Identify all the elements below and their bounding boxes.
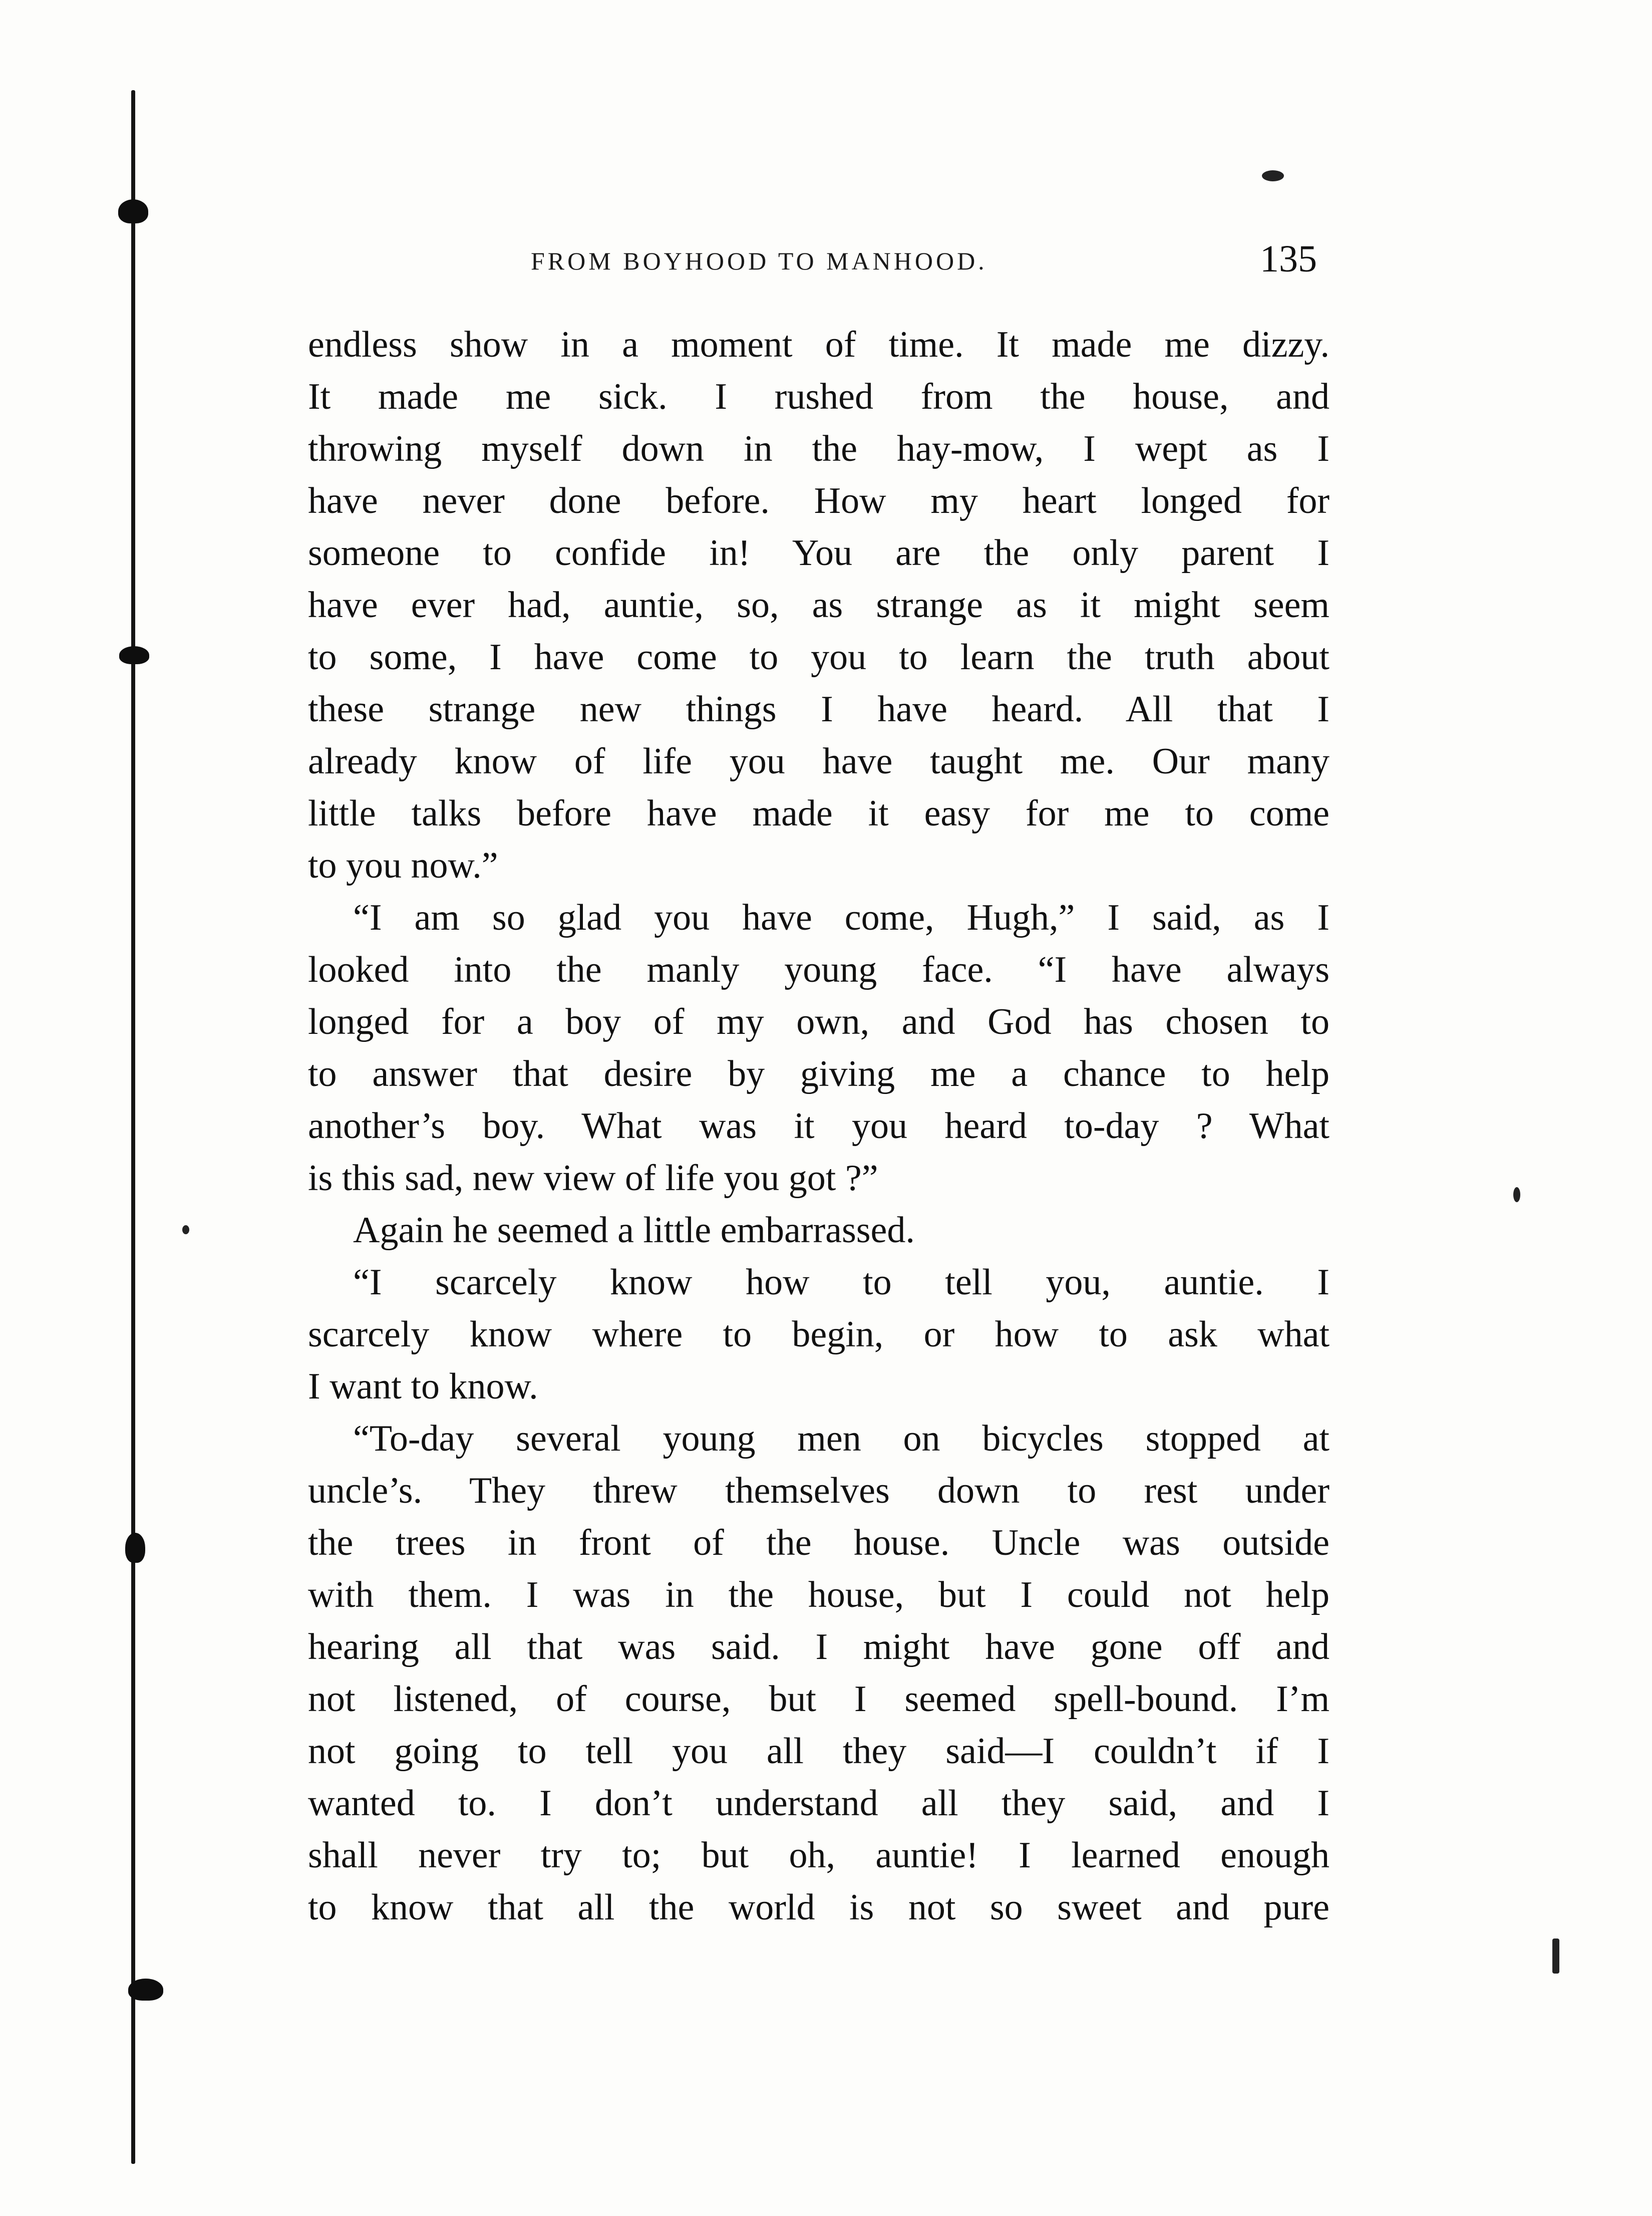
text-line: endless show in a moment of time. It made me dizzy. — [308, 324, 1330, 365]
text-line: have never done before. How my heart longed for — [308, 480, 1330, 521]
text-line: longed for a boy of my own, and God has chosen to — [308, 1001, 1330, 1042]
text-line: scarcely know where to begin, or how to ask what — [308, 1314, 1330, 1355]
text-line: someone to confide in! You are the only parent I — [308, 532, 1330, 574]
text-line: uncle’s. They threw themselves down to rest under — [308, 1470, 1330, 1511]
ink-speck — [182, 1225, 189, 1234]
text-line: It made me sick. I rushed from the house, and — [308, 376, 1330, 417]
text-line: have ever had, auntie, so, as strange as it might seem — [308, 585, 1330, 626]
binding-edge-line — [131, 90, 135, 2164]
text-line: little talks before have made it easy for me to come — [308, 793, 1330, 834]
running-head: FROM BOYHOOD TO MANHOOD. — [531, 247, 987, 275]
binding-mark — [128, 1979, 163, 2001]
text-line: already know of life you have taught me. Our many — [308, 741, 1330, 782]
text-line: shall never try to; but oh, auntie! I learned enough — [308, 1835, 1330, 1876]
binding-mark — [118, 199, 148, 223]
text-line: “I scarcely know how to tell you, auntie. I — [353, 1262, 1330, 1303]
text-line: not going to tell you all they said—I couldn’t if I — [308, 1731, 1330, 1772]
text-line: these strange new things I have heard. All that I — [308, 689, 1330, 730]
text-line: looked into the manly young face. “I have always — [308, 949, 1330, 990]
ink-speck — [1552, 1938, 1559, 1974]
text-line: the trees in front of the house. Uncle was outside — [308, 1522, 1330, 1563]
text-line: another’s boy. What was it you heard to-day ? What — [308, 1105, 1330, 1147]
body-text — [308, 319, 1330, 1933]
text-line: to know that all the world is not so sweet and pure — [308, 1887, 1330, 1928]
ink-speck — [1262, 170, 1284, 181]
text-line: with them. I was in the house, but I could not help — [308, 1574, 1330, 1615]
text-line: to you now.” — [308, 845, 498, 886]
binding-mark — [119, 646, 149, 664]
page-number: 135 — [1260, 238, 1317, 280]
text-line: is this sad, new view of life you got ?” — [308, 1158, 878, 1199]
text-line: not listened, of course, but I seemed spell-bound. I’m — [308, 1679, 1330, 1720]
text-line: to answer that desire by giving me a chance to help — [308, 1053, 1330, 1094]
text-line: I want to know. — [308, 1366, 538, 1407]
text-line: Again he seemed a little embarrassed. — [353, 1210, 915, 1251]
text-line: wanted to. I don’t understand all they said, and I — [308, 1783, 1330, 1824]
text-line: throwing myself down in the hay-mow, I wept as I — [308, 428, 1330, 469]
text-line: “I am so glad you have come, Hugh,” I said, as I — [353, 897, 1330, 938]
text-line: to some, I have come to you to learn the truth about — [308, 637, 1330, 678]
page-header — [531, 238, 1317, 282]
text-line: “To-day several young men on bicycles stopped at — [353, 1418, 1330, 1459]
binding-mark — [125, 1533, 145, 1563]
text-line: hearing all that was said. I might have gone off and — [308, 1626, 1330, 1668]
ink-speck — [1513, 1187, 1520, 1202]
